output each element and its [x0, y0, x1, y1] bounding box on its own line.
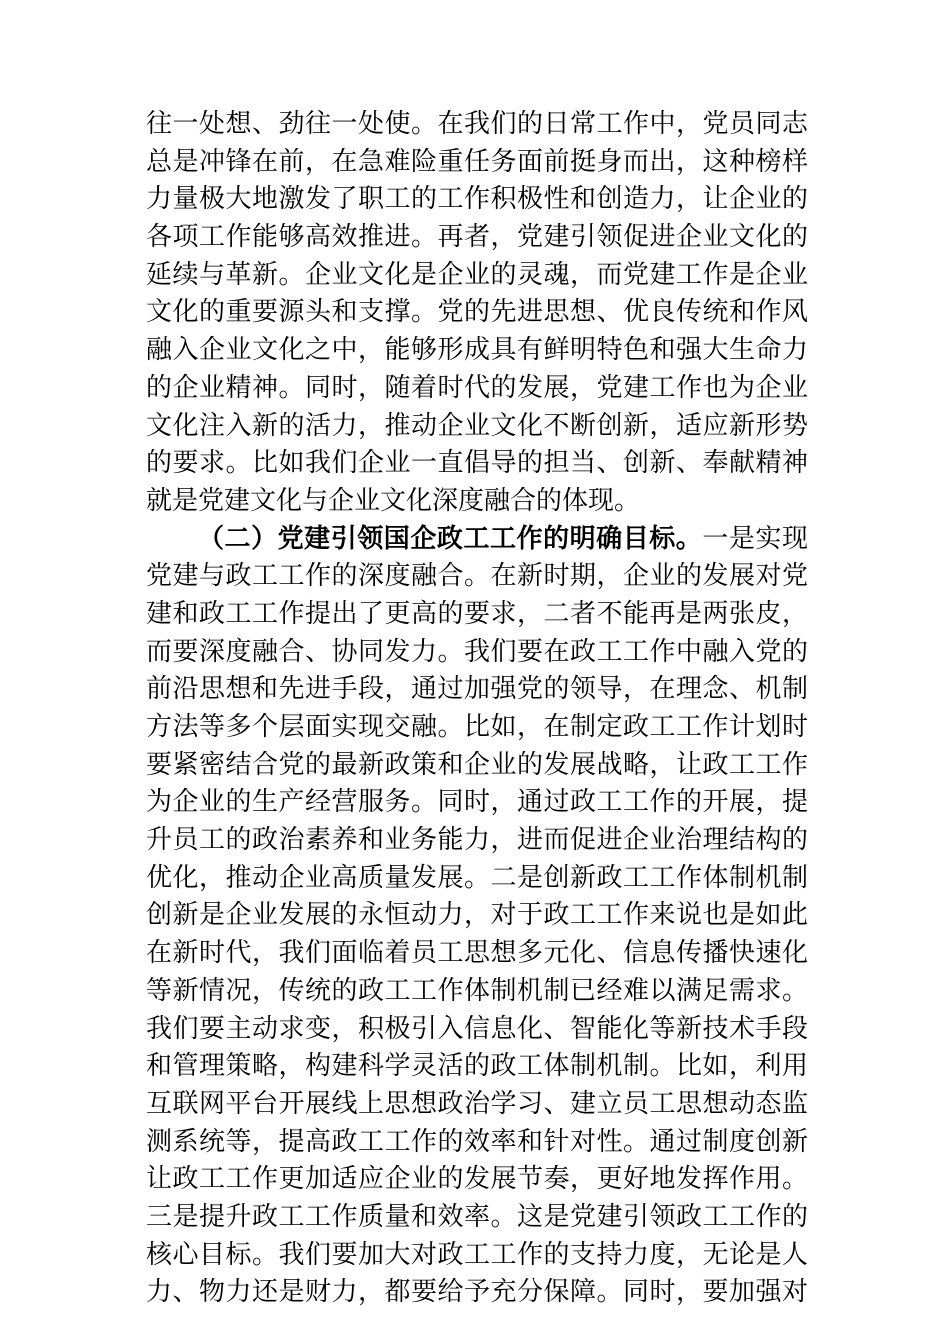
text-line: 的企业精神。同时，随着时代的发展，党建工作也为企业 [146, 372, 808, 403]
heading-continuation: 一是实现 [702, 523, 808, 554]
text-line: 方法等多个层面实现交融。比如，在制定政工工作计划时 [146, 712, 808, 742]
text-line: 党建与政工工作的深度融合。在新时期，企业的发展对党 [146, 561, 808, 592]
text-line: 文化注入新的活力，推动企业文化不断创新，适应新形势 [146, 410, 808, 441]
text-line: 各项工作能够高效推进。再者，党建引领促进企业文化的 [146, 222, 808, 253]
text-line: 力、物力还是财力，都要给予充分保障。同时，要加强对 [146, 1277, 808, 1308]
text-line: 建和政工工作提出了更高的要求，二者不能再是两张皮， [146, 598, 808, 629]
text-line: 核心目标。我们要加大对政工工作的支持力度，无论是人 [146, 1239, 808, 1270]
text-line: 让政工工作更加适应企业的发展节奏，更好地发挥作用。 [146, 1164, 808, 1195]
text-line: 延续与革新。企业文化是企业的灵魂，而党建工作是企业 [146, 259, 808, 290]
text-line: 创新是企业发展的永恒动力，对于政工工作来说也是如此 [146, 900, 808, 931]
text-line: 的要求。比如我们企业一直倡导的担当、创新、奉献精神 [146, 448, 808, 479]
text-line: 要紧密结合党的最新政策和企业的发展战略，让政工工作 [146, 749, 808, 780]
paragraph-end-line: 就是党建文化与企业文化深度融合的体现。 [146, 485, 641, 516]
text-line: 等新情况，传统的政工工作体制机制已经难以满足需求。 [146, 975, 808, 1006]
text-line: 优化，推动企业高质量发展。二是创新政工工作体制机制 [146, 862, 808, 893]
text-line: 互联网平台开展线上思想政治学习、建立员工思想动态监 [146, 1088, 808, 1119]
text-line: 测系统等，提高政工工作的效率和针对性。通过制度创新 [146, 1126, 808, 1157]
text-line: 力量极大地激发了职工的工作积极性和创造力，让企业的 [146, 184, 808, 215]
section-heading: （二）党建引领国企政工工作的明确目标。 [198, 523, 703, 554]
text-line: 为企业的生产经营服务。同时，通过政工工作的开展，提 [146, 787, 808, 818]
text-line: 三是提升政工工作质量和效率。这是党建引领政工工作的 [146, 1201, 808, 1232]
text-line: 文化的重要源头和支撑。党的先进思想、优良传统和作风 [146, 297, 808, 328]
body-text [146, 106, 808, 1312]
text-line: 往一处想、劲往一处使。在我们的日常工作中，党员同志 [146, 109, 808, 139]
text-line: 融入企业文化之中，能够形成具有鲜明特色和强大生命力 [146, 335, 808, 366]
text-line: 升员工的政治素养和业务能力，进而促进企业治理结构的 [146, 825, 808, 856]
text-line: 我们要主动求变，积极引入信息化、智能化等新技术手段 [146, 1013, 808, 1044]
text-line: 而要深度融合、协同发力。我们要在政工工作中融入党的 [146, 636, 808, 667]
text-line: 和管理策略，构建科学灵活的政工体制机制。比如，利用 [146, 1051, 808, 1082]
text-line: 总是冲锋在前，在急难险重任务面前挺身而出，这种榜样 [146, 146, 808, 177]
text-line: 前沿思想和先进手段，通过加强党的领导，在理念、机制 [146, 674, 808, 705]
section-heading-line [146, 521, 808, 559]
text-line: 在新时代，我们面临着员工思想多元化、信息传播快速化 [146, 938, 808, 969]
